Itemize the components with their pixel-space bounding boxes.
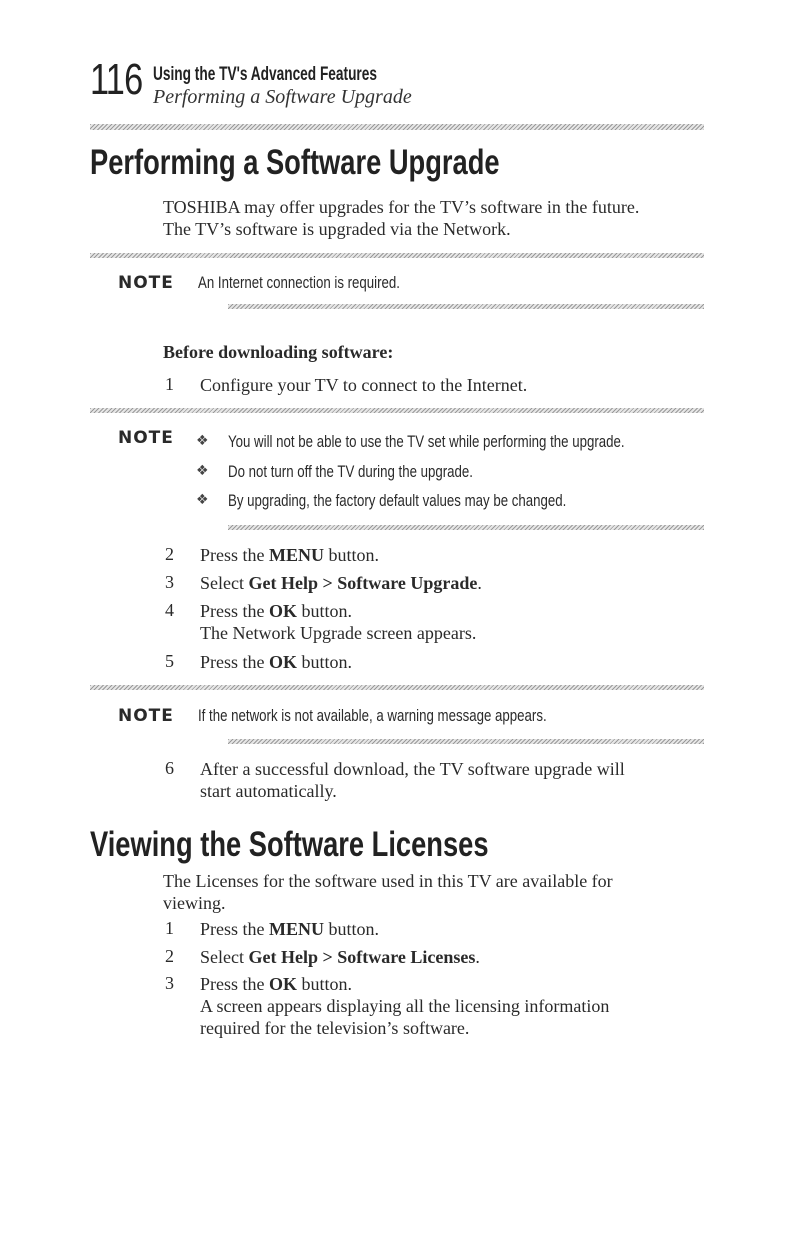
licenses-intro-line-2: viewing. — [163, 893, 226, 913]
running-section-title: Performing a Software Upgrade — [153, 86, 412, 108]
note-list-item: Do not turn off the TV during the upgrade. — [228, 462, 473, 481]
note-list-item: You will not be able to use the TV set while performing the upgrade. — [228, 432, 625, 451]
step-number: 2 — [165, 544, 174, 564]
step-number: 5 — [165, 651, 174, 671]
note-text: An Internet connection is required. — [198, 273, 400, 292]
upgrade-intro-line-1: TOSHIBA may offer upgrades for the TV’s software in the future. — [163, 197, 640, 217]
step-number: 2 — [165, 946, 174, 966]
step-number: 3 — [165, 572, 174, 592]
page-number: 116 — [90, 55, 143, 104]
note-label: NOTE — [118, 428, 174, 448]
step-text: Press the OK button. — [200, 974, 353, 994]
section-heading-upgrade: Performing a Software Upgrade — [90, 143, 500, 182]
note-bottom-rule — [228, 525, 704, 530]
step-text: After a successful download, the TV software upgrade will — [200, 759, 625, 779]
diamond-bullet-icon: ❖ — [196, 463, 209, 479]
note-label: NOTE — [118, 706, 174, 726]
note-label: NOTE — [118, 273, 174, 293]
step-text: Press the MENU button. — [200, 919, 380, 939]
section-heading-licenses: Viewing the Software Licenses — [90, 825, 489, 864]
step-text: Press the MENU button. — [200, 545, 380, 565]
step-text: Press the OK button. — [200, 601, 353, 621]
diamond-bullet-icon: ❖ — [196, 492, 209, 508]
header-rule — [90, 124, 704, 130]
step-text-continued: A screen appears displaying all the licensing information — [200, 996, 610, 1016]
note-bottom-rule — [228, 304, 704, 309]
step-text: Select Get Help > Software Licenses. — [200, 947, 480, 967]
note-text: If the network is not available, a warning message appears. — [198, 706, 547, 725]
step-text-continued: start automatically. — [200, 781, 337, 801]
step-number: 6 — [165, 758, 174, 778]
step-number: 1 — [165, 374, 174, 394]
step-number: 1 — [165, 918, 174, 938]
chapter-title: Using the TV's Advanced Features — [153, 64, 377, 85]
step-number: 3 — [165, 973, 174, 993]
step-text: Configure your TV to connect to the Internet. — [200, 375, 528, 395]
diamond-bullet-icon: ❖ — [196, 433, 209, 449]
before-downloading-heading: Before downloading software: — [163, 342, 394, 362]
note-bottom-rule — [228, 739, 704, 744]
note-list-item: By upgrading, the factory default values may be changed. — [228, 491, 567, 510]
step-text: Press the OK button. — [200, 652, 353, 672]
note-top-rule — [90, 408, 704, 413]
step-text-continued: The Network Upgrade screen appears. — [200, 623, 477, 643]
step-text-continued: required for the television’s software. — [200, 1018, 470, 1038]
upgrade-intro-line-2: The TV’s software is upgraded via the Network. — [163, 219, 511, 239]
note-top-rule — [90, 685, 704, 690]
step-number: 4 — [165, 600, 174, 620]
licenses-intro-line-1: The Licenses for the software used in this TV are available for — [163, 871, 613, 891]
step-text: Select Get Help > Software Upgrade. — [200, 573, 482, 593]
note-top-rule — [90, 253, 704, 258]
